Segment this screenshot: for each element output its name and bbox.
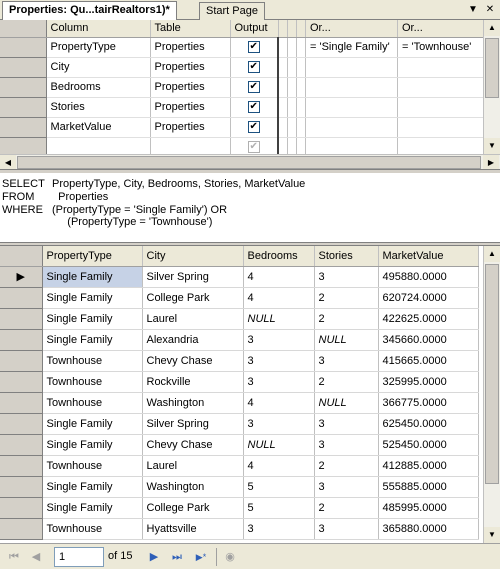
cell-bedrooms[interactable]: NULL <box>243 434 314 455</box>
cell-city[interactable]: Laurel <box>142 455 243 476</box>
cell-market-value[interactable]: 366775.0000 <box>378 392 478 413</box>
criteria-table-cell[interactable]: Properties <box>150 77 230 97</box>
row-selector[interactable] <box>0 287 42 308</box>
column-header-sort-order[interactable] <box>288 20 297 37</box>
sort-order-cell[interactable] <box>288 117 297 137</box>
criteria-or-cell[interactable] <box>398 57 490 77</box>
cell-bedrooms[interactable]: 3 <box>243 518 314 539</box>
table-row[interactable] <box>0 308 478 329</box>
cell-city[interactable]: Silver Spring <box>142 413 243 434</box>
row-selector[interactable] <box>0 476 42 497</box>
cell-city[interactable]: Washington <box>142 392 243 413</box>
table-row[interactable] <box>0 371 478 392</box>
cell-city[interactable]: Chevy Chase <box>142 350 243 371</box>
scroll-down-icon[interactable]: ▼ <box>484 138 500 154</box>
row-selector[interactable] <box>0 413 42 434</box>
table-row[interactable] <box>0 287 478 308</box>
output-checkbox: ✔ <box>249 141 258 153</box>
column-header-city[interactable]: City <box>142 246 243 266</box>
criteria-table-cell[interactable]: Properties <box>150 57 230 77</box>
criteria-output-cell[interactable] <box>230 97 278 117</box>
filter-cell[interactable] <box>297 77 306 97</box>
criteria-output-cell[interactable] <box>230 117 278 137</box>
cell-bedrooms[interactable]: 4 <box>243 287 314 308</box>
sql-text: (PropertyType = 'Townhouse') <box>52 216 213 228</box>
column-header-or-2[interactable]: Or... <box>398 20 490 37</box>
criteria-or-cell[interactable] <box>398 77 490 97</box>
cell-stories[interactable]: 2 <box>314 287 378 308</box>
results-pane <box>0 245 500 543</box>
cell-bedrooms[interactable]: 3 <box>243 413 314 434</box>
row-selector-header <box>0 246 42 266</box>
column-header-stories[interactable]: Stories <box>314 246 378 266</box>
criteria-column-cell[interactable]: Stories <box>46 97 150 117</box>
criteria-or-cell[interactable] <box>306 97 398 117</box>
cell-bedrooms[interactable]: 4 <box>243 392 314 413</box>
row-selector[interactable] <box>0 57 46 77</box>
cell-city[interactable]: Rockville <box>142 371 243 392</box>
cell-stories[interactable]: 3 <box>314 476 378 497</box>
output-checkbox[interactable]: ✔ <box>249 101 258 113</box>
criteria-or-cell[interactable] <box>306 117 398 137</box>
cell-property-type[interactable]: Single Family <box>42 329 142 350</box>
toolbar-separator <box>216 548 217 566</box>
cell-stories[interactable]: 3 <box>314 518 378 539</box>
cell-stories[interactable]: NULL <box>314 392 378 413</box>
criteria-or-cell[interactable]: = 'Single Family' <box>306 37 398 57</box>
cell-city[interactable]: Alexandria <box>142 329 243 350</box>
column-header-sort-type[interactable] <box>278 20 288 37</box>
cell-city[interactable]: College Park <box>142 287 243 308</box>
cell-stories[interactable]: NULL <box>314 329 378 350</box>
cell-market-value[interactable]: 325995.0000 <box>378 371 478 392</box>
sort-type-cell[interactable] <box>278 77 288 97</box>
sql-keyword: FROM <box>2 191 35 203</box>
column-header-column[interactable]: Column <box>46 20 150 37</box>
criteria-header-row <box>0 20 490 37</box>
table-row[interactable] <box>0 476 478 497</box>
cell-property-type[interactable]: Townhouse <box>42 371 142 392</box>
sql-line <box>2 204 227 216</box>
row-selector[interactable] <box>0 97 46 117</box>
cell-market-value[interactable]: 345660.0000 <box>378 329 478 350</box>
cell-stories[interactable]: 2 <box>314 308 378 329</box>
cell-market-value[interactable]: 422625.0000 <box>378 308 478 329</box>
page-count-label: of 15 <box>108 550 133 562</box>
scroll-thumb[interactable] <box>17 156 481 169</box>
cell-stories[interactable]: 2 <box>314 497 378 518</box>
sql-text: PropertyType, City, Bedrooms, Stories, MarketValue <box>52 178 306 190</box>
criteria-row[interactable] <box>0 117 490 137</box>
output-checkbox[interactable]: ✔ <box>249 121 258 133</box>
scroll-right-icon[interactable]: ▶ <box>483 155 499 170</box>
tab-start-page[interactable]: Start Page <box>199 2 265 20</box>
cell-property-type[interactable]: Single Family <box>42 266 142 287</box>
cell-stories[interactable]: 3 <box>314 413 378 434</box>
sql-keyword: WHERE <box>2 204 43 216</box>
results-grid <box>0 246 479 540</box>
table-row[interactable] <box>0 329 478 350</box>
sql-line <box>2 191 108 203</box>
column-header-propertytype[interactable]: PropertyType <box>42 246 142 266</box>
first-record-icon[interactable]: ⏮ <box>9 551 19 563</box>
row-selector[interactable] <box>0 434 42 455</box>
sql-text: Properties <box>52 191 109 203</box>
criteria-vertical-scrollbar[interactable] <box>483 20 500 154</box>
sql-pane[interactable] <box>0 173 500 243</box>
row-selector[interactable] <box>0 392 42 413</box>
cell-property-type[interactable]: Single Family <box>42 497 142 518</box>
row-selector[interactable] <box>0 329 42 350</box>
page-number-input[interactable] <box>54 547 104 567</box>
cell-stories[interactable]: 3 <box>314 266 378 287</box>
sql-keyword: SELECT <box>2 178 45 190</box>
criteria-or-cell[interactable] <box>306 57 398 77</box>
sql-line <box>2 216 212 228</box>
cell-property-type[interactable]: Single Family <box>42 287 142 308</box>
sql-text: (PropertyType = 'Single Family') OR <box>52 204 228 216</box>
cell-property-type[interactable]: Townhouse <box>42 392 142 413</box>
criteria-or-cell[interactable] <box>398 97 490 117</box>
cell-city[interactable]: College Park <box>142 497 243 518</box>
criteria-table-cell[interactable]: Properties <box>150 97 230 117</box>
cell-market-value[interactable]: 412885.0000 <box>378 455 478 476</box>
row-selector[interactable] <box>0 77 46 97</box>
criteria-row[interactable] <box>0 77 490 97</box>
cell-property-type[interactable]: Single Family <box>42 476 142 497</box>
close-icon[interactable]: ✕ <box>485 4 495 15</box>
table-row[interactable] <box>0 413 478 434</box>
criteria-output-cell[interactable] <box>230 57 278 77</box>
cell-stories[interactable]: 3 <box>314 350 378 371</box>
tab-query-designer[interactable]: Properties: Qu...tairRealtors1)* <box>2 1 177 21</box>
cell-bedrooms[interactable]: 3 <box>243 350 314 371</box>
document-tab-strip <box>0 0 500 20</box>
cell-bedrooms[interactable]: 4 <box>243 455 314 476</box>
cell-market-value[interactable]: 555885.0000 <box>378 476 478 497</box>
criteria-pane <box>0 20 500 170</box>
previous-record-icon[interactable]: ◀ <box>31 551 41 563</box>
cell-property-type[interactable]: Single Family <box>42 413 142 434</box>
row-selector[interactable] <box>0 117 46 137</box>
cell-market-value[interactable]: 415665.0000 <box>378 350 478 371</box>
scroll-up-icon[interactable]: ▲ <box>484 20 500 36</box>
cell-market-value[interactable]: 485995.0000 <box>378 497 478 518</box>
scroll-thumb[interactable] <box>485 38 499 98</box>
sort-type-cell[interactable] <box>278 37 288 57</box>
sort-order-cell[interactable] <box>288 37 297 57</box>
sort-order-cell[interactable] <box>288 77 297 97</box>
sort-type-cell[interactable] <box>278 97 288 117</box>
cell-property-type[interactable]: Single Family <box>42 434 142 455</box>
sort-order-cell[interactable] <box>288 57 297 77</box>
cell-property-type[interactable]: Townhouse <box>42 518 142 539</box>
cell-city[interactable]: Silver Spring <box>142 266 243 287</box>
column-header-filter[interactable] <box>297 20 306 37</box>
row-selector[interactable] <box>0 350 42 371</box>
results-vertical-scrollbar[interactable] <box>483 246 500 543</box>
criteria-table-cell[interactable]: Properties <box>150 117 230 137</box>
cell-property-type[interactable]: Townhouse <box>42 350 142 371</box>
tab-dropdown-icon[interactable]: ▼ <box>468 4 478 15</box>
criteria-table-cell[interactable]: Properties <box>150 37 230 57</box>
cell-city[interactable]: Chevy Chase <box>142 434 243 455</box>
cell-market-value[interactable]: 495880.0000 <box>378 266 478 287</box>
criteria-row[interactable] <box>0 97 490 117</box>
stop-icon[interactable]: ◉ <box>225 551 235 563</box>
scroll-up-icon[interactable]: ▲ <box>484 246 500 262</box>
filter-cell[interactable] <box>297 57 306 77</box>
scroll-left-icon[interactable]: ◀ <box>0 155 16 170</box>
cell-city[interactable]: Hyattsville <box>142 518 243 539</box>
filter-cell[interactable] <box>297 97 306 117</box>
row-selector[interactable] <box>0 455 42 476</box>
new-record-icon[interactable]: ▶* <box>195 552 207 562</box>
criteria-column-cell[interactable]: Bedrooms <box>46 77 150 97</box>
table-row[interactable] <box>0 392 478 413</box>
table-row[interactable] <box>0 518 478 539</box>
results-header-row <box>0 246 478 266</box>
criteria-horizontal-scrollbar[interactable] <box>0 154 500 170</box>
cell-property-type[interactable]: Townhouse <box>42 455 142 476</box>
criteria-column-cell[interactable]: MarketValue <box>46 117 150 137</box>
column-header-output[interactable]: Output <box>230 20 278 37</box>
cell-stories[interactable]: 2 <box>314 371 378 392</box>
table-row[interactable] <box>0 455 478 476</box>
criteria-output-cell[interactable] <box>230 77 278 97</box>
cell-bedrooms[interactable]: 3 <box>243 329 314 350</box>
table-row[interactable] <box>0 497 478 518</box>
output-checkbox[interactable]: ✔ <box>249 81 258 93</box>
output-checkbox[interactable]: ✔ <box>249 41 258 53</box>
sort-type-cell[interactable] <box>278 57 288 77</box>
cell-market-value[interactable]: 525450.0000 <box>378 434 478 455</box>
sort-order-cell[interactable] <box>288 97 297 117</box>
criteria-or-cell[interactable]: = 'Townhouse' <box>398 37 490 57</box>
cell-market-value[interactable]: 620724.0000 <box>378 287 478 308</box>
criteria-output-cell[interactable] <box>230 37 278 57</box>
cell-market-value[interactable]: 625450.0000 <box>378 413 478 434</box>
sql-line <box>2 178 305 190</box>
filter-cell[interactable] <box>297 37 306 57</box>
criteria-or-cell[interactable] <box>306 77 398 97</box>
filter-cell[interactable] <box>297 117 306 137</box>
cell-bedrooms[interactable]: 3 <box>243 371 314 392</box>
cell-bedrooms[interactable]: NULL <box>243 308 314 329</box>
record-navigator <box>0 543 500 569</box>
criteria-or-cell[interactable] <box>398 117 490 137</box>
table-row[interactable] <box>0 350 478 371</box>
table-row[interactable] <box>0 434 478 455</box>
last-record-icon[interactable]: ⏭ <box>172 551 182 563</box>
table-row[interactable] <box>0 266 478 287</box>
cell-city[interactable]: Laurel <box>142 308 243 329</box>
scroll-down-icon[interactable]: ▼ <box>484 527 500 543</box>
column-header-marketvalue[interactable]: MarketValue <box>378 246 478 266</box>
criteria-column-cell[interactable]: PropertyType <box>46 37 150 57</box>
next-record-icon[interactable]: ▶ <box>149 551 159 563</box>
cell-market-value[interactable]: 365880.0000 <box>378 518 478 539</box>
scroll-thumb[interactable] <box>485 264 499 484</box>
cell-city[interactable]: Washington <box>142 476 243 497</box>
row-selector[interactable] <box>0 308 42 329</box>
criteria-row[interactable] <box>0 37 490 57</box>
sort-type-cell[interactable] <box>278 117 288 137</box>
row-selector[interactable] <box>0 371 42 392</box>
column-header-bedrooms[interactable]: Bedrooms <box>243 246 314 266</box>
cell-bedrooms[interactable]: 5 <box>243 497 314 518</box>
column-header-table[interactable]: Table <box>150 20 230 37</box>
cell-stories[interactable]: 2 <box>314 455 378 476</box>
output-checkbox[interactable]: ✔ <box>249 61 258 73</box>
cell-stories[interactable]: 3 <box>314 434 378 455</box>
criteria-grid <box>0 20 490 158</box>
row-selector[interactable] <box>0 497 42 518</box>
cell-property-type[interactable]: Single Family <box>42 308 142 329</box>
cell-bedrooms[interactable]: 5 <box>243 476 314 497</box>
criteria-column-cell[interactable]: City <box>46 57 150 77</box>
row-selector[interactable]: ▶ <box>0 266 42 287</box>
criteria-row[interactable] <box>0 57 490 77</box>
row-selector[interactable] <box>0 37 46 57</box>
row-selector[interactable] <box>0 518 42 539</box>
cell-bedrooms[interactable]: 4 <box>243 266 314 287</box>
column-header-or-1[interactable]: Or... <box>306 20 398 37</box>
row-selector-header <box>0 20 46 37</box>
